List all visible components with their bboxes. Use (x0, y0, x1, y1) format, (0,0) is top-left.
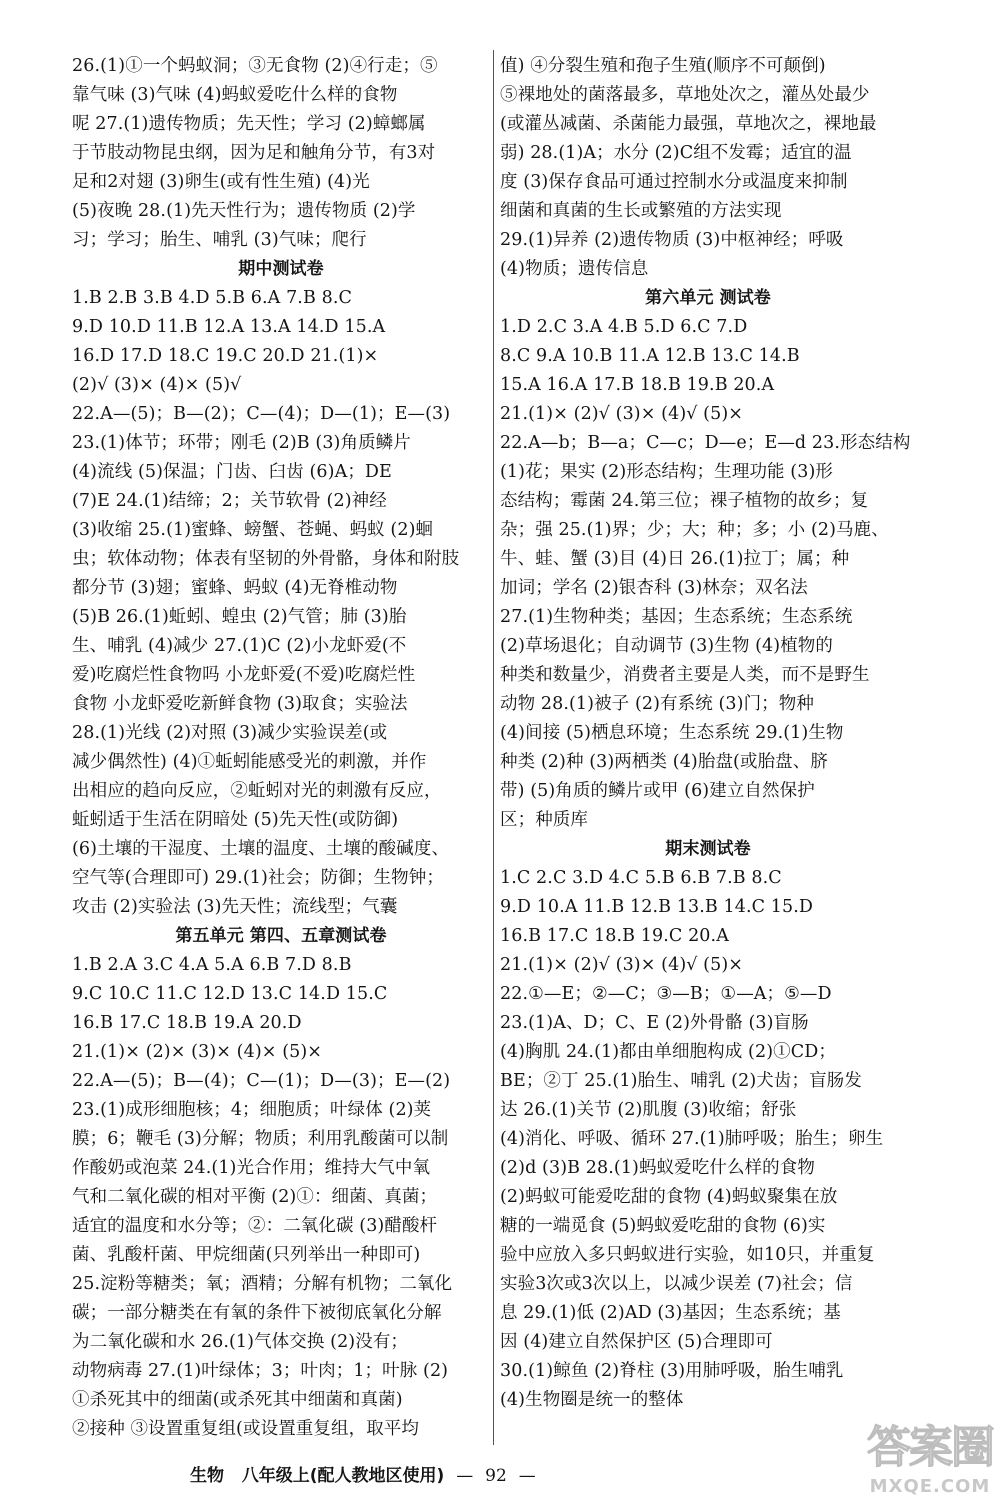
answer-line: 于节肢动物昆虫纲，因为足和触角分节，有3对 (72, 143, 436, 163)
answer-line: (3)收缩 25.(1)蜜蜂、螃蟹、苍蝇、蚂蚁 (2)蛔 (72, 520, 434, 540)
answer-line: 23.(1)体节；环带；刚毛 (2)B (3)角质鳞片 (72, 433, 411, 453)
answer-line: (2)草场退化；自动调节 (3)生物 (4)植物的 (500, 636, 833, 656)
answer-line: (4)胸肌 24.(1)都由单细胞构成 (2)①CD； (500, 1042, 836, 1062)
answer-line: (5)夜晚 28.(1)先天性行为；遗传物质 (2)学 (72, 201, 416, 221)
answer-line: 9.D 10.D 11.B 12.A 13.A 14.D 15.A (72, 317, 386, 337)
answer-line: 15.A 16.A 17.B 18.B 19.B 20.A (500, 375, 775, 395)
answer-line: (或灌丛减菌、杀菌能力最强，草地次之，裸地最 (500, 114, 877, 134)
answer-line: 25.淀粉等糖类；氧；酒精；分解有机物；二氧化 (72, 1274, 453, 1294)
answer-line: 22.A—(5)；B—(2)；C—(4)；D—(1)；E—(3) (72, 404, 451, 424)
answer-line: 21.(1)× (2)√ (3)× (4)√ (5)× (500, 955, 744, 975)
answer-line: 26.(1)①一个蚂蚁洞；③无食物 (2)④行走；⑤ (72, 56, 438, 76)
answer-line: 达 26.(1)关节 (2)肌腹 (3)收缩；舒张 (500, 1100, 797, 1120)
answer-line: (4)生物圈是统一的整体 (500, 1390, 684, 1410)
answer-line: 出相应的趋向反应，②蚯蚓对光的刺激有反应， (72, 781, 442, 801)
answer-line: (4)流线 (5)保温；门齿、臼齿 (6)A；DE (72, 462, 392, 482)
answer-line: 21.(1)× (2)× (3)× (4)× (5)× (72, 1042, 323, 1062)
answer-line: 菌、乳酸杆菌、甲烷细菌(只列举出一种即可) (72, 1245, 421, 1265)
answer-line: 攻击 (2)实验法 (3)先天性；流线型；气囊 (72, 897, 398, 917)
answer-line: (2)d (3)B 28.(1)蚂蚁爱吃什么样的食物 (500, 1158, 815, 1178)
answer-line: 9.D 10.A 11.B 12.B 13.B 14.C 15.D (500, 897, 814, 917)
answer-line: 16.D 17.D 18.C 19.C 20.D 21.(1)× (72, 346, 379, 366)
answer-line: 29.(1)异养 (2)遗传物质 (3)中枢神经；呼吸 (500, 230, 844, 250)
answer-line: 9.C 10.C 11.C 12.D 13.C 14.D 15.C (72, 984, 388, 1004)
section-heading: 期中测试卷 (238, 259, 324, 279)
footer-grade: 八年级上(配人教地区使用) (241, 1466, 445, 1486)
answer-line: 27.(1)生物种类；基因；生态系统；生态系统 (500, 607, 853, 627)
footer-subject: 生物 (190, 1466, 224, 1486)
answer-line: (7)E 24.(1)结缔；2；关节软骨 (2)神经 (72, 491, 387, 511)
answer-line: 作酸奶或泡菜 24.(1)光合作用；维持大气中氧 (72, 1158, 431, 1178)
answer-line: (6)土壤的干湿度、土壤的温度、土壤的酸碱度、 (72, 839, 450, 859)
answer-line: (2)√ (3)× (4)× (5)√ (72, 375, 242, 395)
answer-line: 适宜的温度和水分等；②：二氧化碳 (3)醋酸杆 (72, 1216, 438, 1236)
answer-line: 度 (3)保存食品可通过控制水分或温度来抑制 (500, 172, 848, 192)
page-footer (190, 1461, 650, 1486)
answer-line: (2)蚂蚁可能爱吃甜的食物 (4)蚂蚁聚集在放 (500, 1187, 838, 1207)
answer-line: 生、哺乳 (4)减少 27.(1)C (2)小龙虾爱(不 (72, 636, 407, 656)
footer-dash-left: — (456, 1466, 474, 1486)
answer-line: 实验3次或3次以上，以减少误差 (7)社会；信 (500, 1274, 853, 1294)
left-column (72, 52, 490, 1444)
answer-line: 1.B 2.A 3.C 4.A 5.A 6.B 7.D 8.B (72, 955, 352, 975)
answer-line: 爱)吃腐烂性食物吗 小龙虾爱(不爱)吃腐烂性 (72, 665, 416, 685)
right-column (500, 52, 916, 1415)
answer-line: 减少偶然性) (4)①蚯蚓能感受光的刺激，并作 (72, 752, 427, 772)
answer-line: 都分节 (3)翅；蜜蜂、蚂蚁 (4)无脊椎动物 (72, 578, 398, 598)
watermark-logo (860, 1420, 1000, 1510)
answer-line: 蚯蚓适于生活在阴暗处 (5)先天性(或防御) (72, 810, 399, 830)
answer-line: 态结构；霉菌 24.第三位；裸子植物的故乡；复 (500, 491, 869, 511)
answer-line: 区；种质库 (500, 810, 588, 830)
footer-dash-right: — (518, 1466, 536, 1486)
answer-line: 足和2对翅 (3)卵生(或有性生殖) (4)光 (72, 172, 370, 192)
answer-line: 食物 小龙虾爱吃新鲜食物 (3)取食；实验法 (72, 694, 408, 714)
watermark-url: MXQE.COM (869, 1476, 991, 1497)
answer-line: (4)物质；遗传信息 (500, 259, 649, 279)
answer-line: (5)B 26.(1)蚯蚓、蝗虫 (2)气管；肺 (3)胎 (72, 607, 407, 627)
answer-line: 空气等(合理即可) 29.(1)社会；防御；生物钟； (72, 868, 444, 888)
answer-line: 23.(1)成形细胞核；4；细胞质；叶绿体 (2)荚 (72, 1100, 432, 1120)
answer-line: 1.D 2.C 3.A 4.B 5.D 6.C 7.D (500, 317, 748, 337)
answer-line: (4)间接 (5)栖息环境；生态系统 29.(1)生物 (500, 723, 844, 743)
answer-line: 呢 27.(1)遗传物质；先天性；学习 (2)蟑螂属 (72, 114, 426, 134)
section-heading: 期末测试卷 (665, 839, 751, 859)
answer-line: (4)消化、呼吸、循环 27.(1)肺呼吸；胎生；卵生 (500, 1129, 884, 1149)
answer-line: 验中应放入多只蚂蚁进行实验，如10只，并重复 (500, 1245, 875, 1265)
column-divider (493, 50, 494, 1445)
answer-line: BE；②丁 25.(1)胎生、哺乳 (2)犬齿；盲肠发 (500, 1071, 862, 1091)
answer-line: 息 29.(1)低 (2)AD (3)基因；生态系统；基 (500, 1303, 841, 1323)
answer-line: (1)花；果实 (2)形态结构；生理功能 (3)形 (500, 462, 833, 482)
answer-line: 习；学习；胎生、哺乳 (3)气味；爬行 (72, 230, 367, 250)
answer-line: 28.(1)光线 (2)对照 (3)减少实验误差(或 (72, 723, 388, 743)
answer-line: 23.(1)A、D；C、E (2)外骨骼 (3)盲肠 (500, 1013, 809, 1033)
answer-line: 杂；强 25.(1)界；少；大；种；多；小 (2)马鹿、 (500, 520, 889, 540)
answer-line: 因 (4)建立自然保护区 (5)合理即可 (500, 1332, 773, 1352)
answer-line: 为二氧化碳和水 26.(1)气体交换 (2)没有； (72, 1332, 409, 1352)
answer-line: ①杀死其中的细菌(或杀死其中细菌和真菌) (72, 1390, 403, 1410)
answer-line: 加词；学名 (2)银杏科 (3)林奈；双名法 (500, 578, 808, 598)
section-heading: 第六单元 测试卷 (645, 288, 771, 308)
answer-line: 种类和数量少，消费者主要是人类，而不是野生 (500, 665, 870, 685)
answer-line: 动物病毒 27.(1)叶绿体；3；叶肉；1；叶脉 (2) (72, 1361, 449, 1381)
answer-line: 带) (5)角质的鳞片或甲 (6)建立自然保护 (500, 781, 815, 801)
answer-line: 1.C 2.C 3.D 4.C 5.B 6.B 7.B 8.C (500, 868, 782, 888)
answer-line: 1.B 2.B 3.B 4.D 5.B 6.A 7.B 8.C (72, 288, 352, 308)
answer-line: 16.B 17.C 18.B 19.C 20.A (500, 926, 729, 946)
section-heading: 第五单元 第四、五章测试卷 (175, 926, 387, 946)
answer-line: 糖的一端觅食 (5)蚂蚁爱吃甜的食物 (6)实 (500, 1216, 826, 1236)
answer-line: 牛、蛙、蟹 (3)目 (4)日 26.(1)拉丁；属；种 (500, 549, 850, 569)
answer-line: 细菌和真菌的生长或繁殖的方法实现 (500, 201, 782, 221)
page-number: 92 (485, 1466, 507, 1486)
answer-line: 8.C 9.A 10.B 11.A 12.B 13.C 14.B (500, 346, 800, 366)
answer-line: 22.A—b；B—a；C—c；D—e；E—d 23.形态结构 (500, 433, 911, 453)
answer-line: 动物 28.(1)被子 (2)有系统 (3)门；物种 (500, 694, 814, 714)
answer-line: 膜；6；鞭毛 (3)分解；物质；利用乳酸菌可以制 (72, 1129, 449, 1149)
answer-line: 虫；软体动物；体表有坚韧的外骨骼，身体和附肢 (72, 549, 460, 569)
answer-line: 21.(1)× (2)√ (3)× (4)√ (5)× (500, 404, 744, 424)
answer-line: ②接种 ③设置重复组(或设置重复组，取平均 (72, 1419, 419, 1439)
answer-line: 16.B 17.C 18.B 19.A 20.D (72, 1013, 302, 1033)
answer-line: 碳；一部分糖类在有氧的条件下被彻底氧化分解 (72, 1303, 442, 1323)
answer-line: 气和二氧化碳的相对平衡 (2)①：细菌、真菌； (72, 1187, 438, 1207)
answer-line: 30.(1)鲸鱼 (2)脊柱 (3)用肺呼吸，胎生哺乳 (500, 1361, 844, 1381)
answer-line: 靠气味 (3)气味 (4)蚂蚁爱吃什么样的食物 (72, 85, 398, 105)
answer-line: 弱) 28.(1)A；水分 (2)C组不发霉；适宜的温 (500, 143, 852, 163)
answer-line: 种类 (2)种 (3)两栖类 (4)胎盘(或胎盘、脐 (500, 752, 828, 772)
watermark-seal: 答案圈 (867, 1422, 993, 1473)
answer-line: ⑤裸地处的菌落最多，草地处次之，灌丛处最少 (500, 85, 870, 105)
answer-line: 22.A—(5)；B—(4)；C—(1)；D—(3)；E—(2) (72, 1071, 451, 1091)
answer-line: 22.①—E；②—C；③—B；①—A；⑤—D (500, 984, 832, 1004)
answer-line: 值) ④分裂生殖和孢子生殖(顺序不可颠倒) (500, 56, 826, 76)
